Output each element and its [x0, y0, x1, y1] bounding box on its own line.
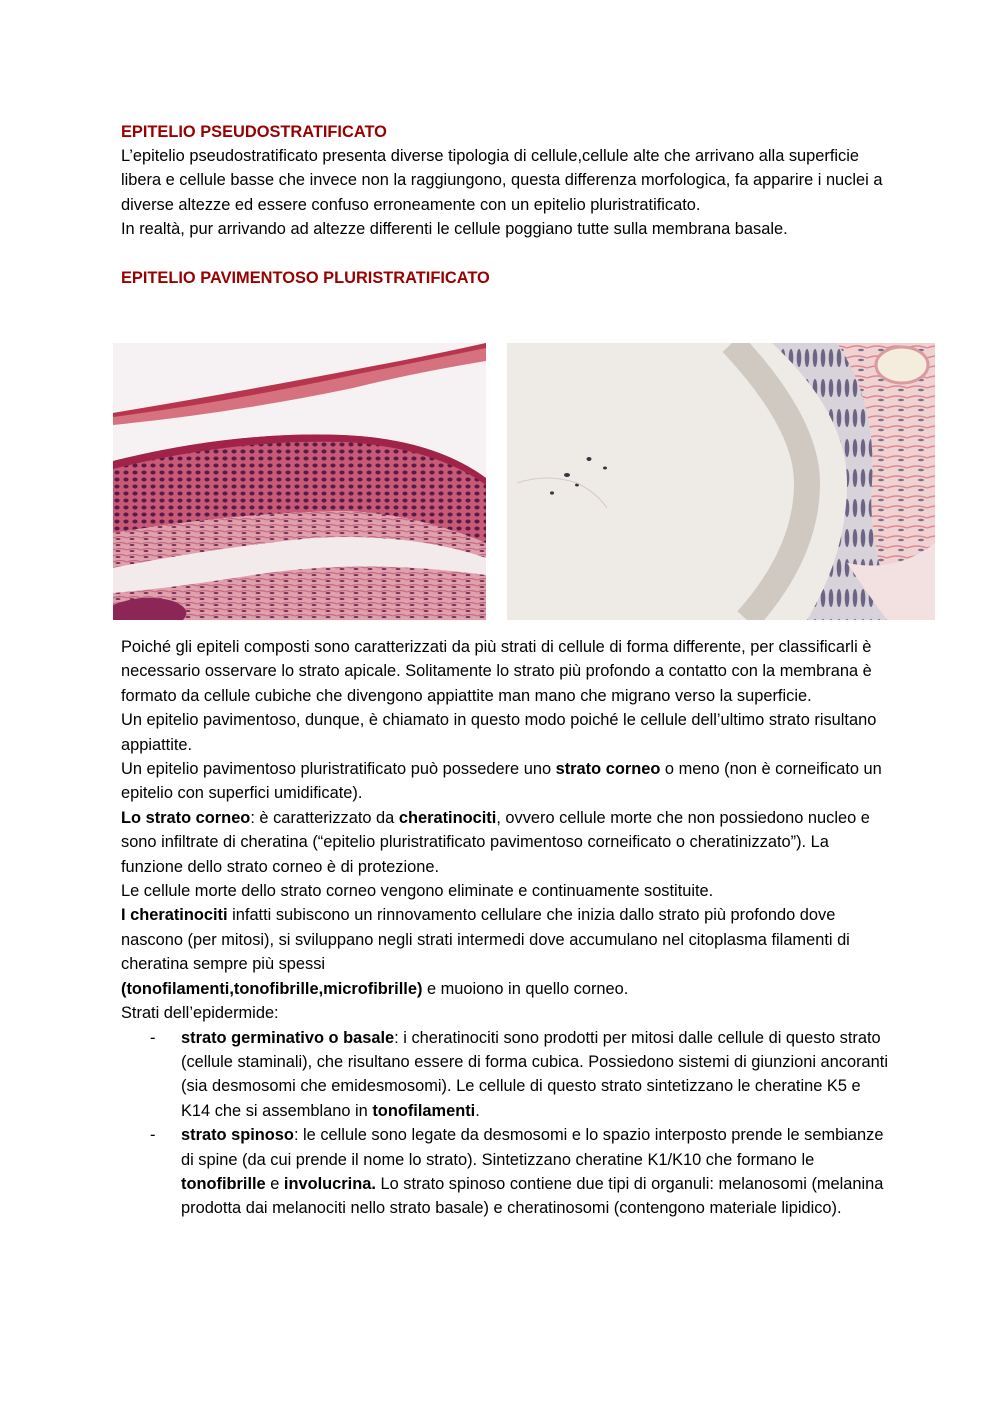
text-run: e muoiono in quello corneo. [422, 979, 629, 998]
bold-term: cheratinociti [398, 808, 497, 827]
strata-list [121, 1026, 891, 1221]
paragraph-pseudo-1: L’epitelio pseudostratificato presenta diverse tipologia di cellule,cellule alte che arrivano alla superficie libera e cellule basse che invece non la raggiungono, questa differenza morfologica, fa apparire i nuclei a diverse altezze ed essere confuso erroneamente con un epitelio pluristratificato. [121, 147, 883, 214]
section-pseudostratificato [121, 120, 891, 290]
list-dash: - [150, 1028, 156, 1047]
paragraph-3 [121, 757, 891, 806]
bold-term: tonofibrille [181, 1174, 266, 1193]
list-dash: - [150, 1126, 156, 1145]
bold-term: (tonofilamenti,tonofibrille,microfibrille) [121, 979, 423, 998]
paragraph-7: Strati dell’epidermide: [121, 1004, 279, 1023]
histology-images [113, 343, 935, 620]
text-run: : i cheratinociti sono prodotti per mitosi dalle cellule di questo strato (cellule staminali), che risultano essere di forma cubica. Possiedono sistemi di giunzioni ancoranti (sia desmosomi che emidesmosomi). Le cellule di questo strato sintetizzano le cheratine K5 e K14 che si assemblano in [181, 1028, 888, 1120]
paragraph-2: Un epitelio pavimentoso, dunque, è chiamato in questo modo poiché le cellule dell’ultimo strato risultano appiattite. [121, 711, 877, 754]
text-run: , ovvero cellule morte che non possiedono nucleo e sono infiltrate di cheratina (“epitelio pluristratificato pavimentoso corneificato o cheratinizzato”). La funzione dello strato corneo è di protezione. [121, 808, 870, 876]
text-run: Lo strato spinoso contiene due tipi di organuli: melanosomi (melanina prodotta dai melanociti nello strato basale) e cheratinosomi (contengono materiale lipidico). [181, 1174, 884, 1218]
bold-term: I cheratinociti [121, 906, 228, 925]
paragraph-4 [121, 806, 891, 879]
paragraph-5: Le cellule morte dello strato corneo vengono eliminate e continuamente sostituite. [121, 882, 714, 901]
body-text [121, 635, 891, 1221]
micrograph-left [113, 343, 486, 620]
text-run: : è caratterizzato da [250, 808, 399, 827]
bold-term: strato spinoso [181, 1126, 294, 1145]
section-title-pavimentoso: EPITELIO PAVIMENTOSO PLURISTRATIFICATO [121, 268, 490, 287]
bold-term: involucrina. [283, 1174, 376, 1193]
micrograph-right [507, 343, 935, 620]
paragraph-1: Poiché gli epiteli composti sono caratterizzati da più strati di cellule di forma differente, per classificarli è necessario osservare lo strato apicale. Solitamente lo strato più profondo a contatto con la membrana è formato da cellule cubiche che divengono appiattite man mano che migrano verso la superficie. [121, 638, 872, 705]
bold-term: strato corneo [555, 760, 661, 779]
bold-term: Lo strato corneo [121, 808, 251, 827]
paragraph-6 [121, 903, 891, 1001]
list-item [121, 1123, 891, 1221]
list-item [121, 1026, 891, 1124]
paragraph-pseudo-2: In realtà, pur arrivando ad altezze differenti le cellule poggiano tutte sulla membrana basale. [121, 220, 788, 239]
text-run: . [475, 1101, 480, 1120]
bold-term: tonofilamenti [372, 1101, 476, 1120]
text-run: : le cellule sono legate da desmosomi e lo spazio interposto prende le sembianze di spine (da cui prende il nome lo strato). Sintetizzano cheratine K1/K10 che formano le [181, 1126, 884, 1169]
bold-term: strato germinativo o basale [181, 1028, 395, 1047]
text-run: infatti subiscono un rinnovamento cellulare che inizia dallo strato più profondo dove nascono (per mitosi), si sviluppano negli strati intermedi dove accumulano nel citoplasma filamenti di cheratina sempre più spessi [121, 906, 850, 974]
section-title-pseudostratificato: EPITELIO PSEUDOSTRATIFICATO [121, 123, 387, 141]
text-run: Un epitelio pavimentoso pluristratificato può possedere uno [121, 760, 556, 779]
text-run: e [265, 1174, 284, 1193]
text-run: o meno (non è corneificato un epitelio con superfici umidificate). [121, 760, 882, 803]
